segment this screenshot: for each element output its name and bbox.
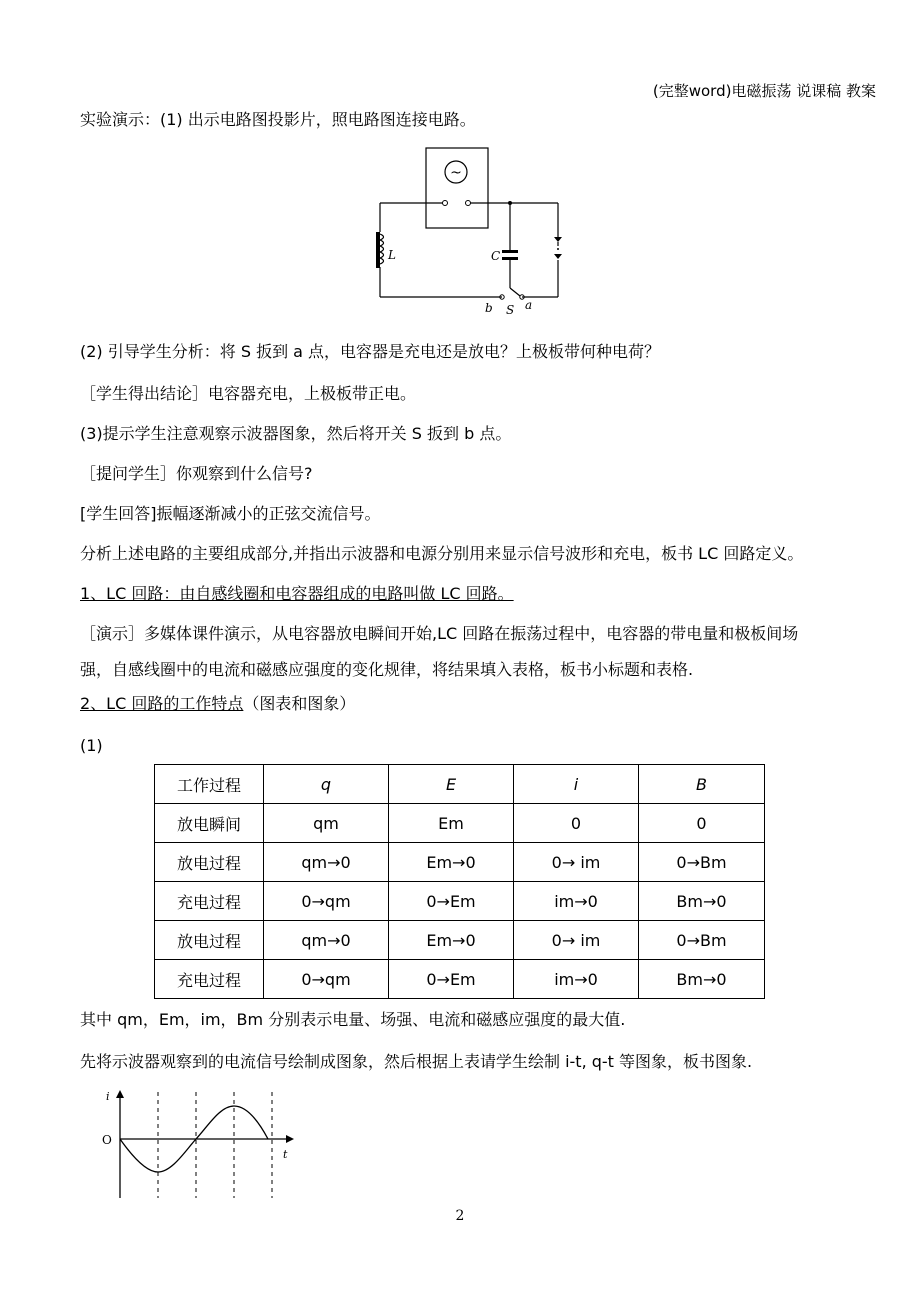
- table-header-cell: E: [389, 765, 514, 804]
- paragraph-definitions: 其中 qm，Em，im，Bm 分别表示电量、场强、电流和磁感应强度的最大值.: [80, 1010, 626, 1029]
- paragraph-question: ［提问学生］你观察到什么信号?: [80, 464, 313, 483]
- table-header-cell: q: [264, 765, 389, 804]
- table-row: [155, 960, 765, 999]
- table-cell: Em→0: [389, 843, 514, 882]
- heading-lc-features-main: 2、LC 回路的工作特点: [80, 694, 244, 713]
- paragraph-graph-instruction: 先将示波器观察到的电流信号绘制成图象，然后根据上表请学生绘制 i-t, q-t 等图象，板书图象.: [80, 1052, 753, 1071]
- table-cell: 0→ im: [514, 921, 639, 960]
- heading-lc-features-note: （图表和图象）: [243, 694, 356, 713]
- heading-lc-definition: 1、LC 回路：由自感线圈和电容器组成的电路叫做 LC 回路。: [80, 584, 514, 603]
- table-cell: im→0: [514, 960, 639, 999]
- paragraph-guide: (2) 引导学生分析：将 S 扳到 a 点，电容器是充电还是放电？上极板带何种电荷？: [80, 342, 661, 361]
- table-header-row: [155, 765, 765, 804]
- lc-table: [154, 764, 765, 999]
- table-header-cell: B: [639, 765, 765, 804]
- paragraph-demo-line1: ［演示］多媒体课件演示，从电容器放电瞬间开始,LC 回路在振荡过程中，电容器的带电量和极板间场: [80, 624, 799, 643]
- i-t-graph: [100, 1086, 300, 1204]
- table-cell: 放电瞬间: [155, 804, 264, 843]
- table-cell: 0→qm: [264, 882, 389, 921]
- table-header-cell: 工作过程: [155, 765, 264, 804]
- table-header-cell: i: [514, 765, 639, 804]
- paragraph-experiment: 实验演示：(1) 出示电路图投影片，照电路图连接电路。: [80, 110, 476, 129]
- table-cell: 0→ im: [514, 843, 639, 882]
- lc-circuit-diagram: [370, 142, 570, 322]
- table-cell: 0→Bm: [639, 843, 765, 882]
- table-cell: 0: [639, 804, 765, 843]
- page-number: 2: [455, 1208, 465, 1224]
- table-row: [155, 882, 765, 921]
- capacitor-label: C: [491, 249, 501, 263]
- oscilloscope-box: [426, 148, 488, 228]
- capacitor-plate-bottom: [502, 257, 518, 260]
- heading-lc-features: [80, 694, 355, 714]
- table-cell: 0: [514, 804, 639, 843]
- inductor-coil: [380, 234, 384, 264]
- terminal-left: [443, 201, 448, 206]
- table-cell: Bm→0: [639, 960, 765, 999]
- table-cell: Em: [389, 804, 514, 843]
- inductor-core: [376, 232, 380, 268]
- paragraph-analysis: 分析上述电路的主要组成部分,并指出示波器和电源分别用来显示信号波形和充电，板书 LC 回路定义。: [80, 544, 804, 563]
- table-cell: Bm→0: [639, 882, 765, 921]
- table-cell: Em→0: [389, 921, 514, 960]
- switch-a-label: a: [525, 298, 533, 312]
- table-cell: 放电过程: [155, 921, 264, 960]
- page-header: (完整word)电磁振荡 说课稿 教案: [652, 82, 876, 100]
- table-row: [155, 921, 765, 960]
- inductor-label: L: [388, 248, 396, 262]
- paragraph-answer: [学生回答]振幅逐渐减小的正弦交流信号。: [80, 504, 381, 523]
- x-axis-label: t: [283, 1148, 288, 1161]
- paragraph-conclusion: ［学生得出结论］电容器充电，上极板带正电。: [80, 384, 417, 403]
- table-cell: qm: [264, 804, 389, 843]
- paragraph-demo-line2: 强，自感线圈中的电流和磁感应强度的变化规律，将结果填入表格，板书小标题和表格.: [80, 660, 694, 679]
- table-cell: 0→Em: [389, 882, 514, 921]
- table-cell: qm→0: [264, 921, 389, 960]
- switch-b-label: b: [485, 301, 493, 315]
- oscilloscope-symbol: ~: [450, 165, 462, 181]
- terminal-right: [466, 201, 471, 206]
- table-cell: 0→qm: [264, 960, 389, 999]
- table-row: [155, 804, 765, 843]
- table-cell: 充电过程: [155, 960, 264, 999]
- capacitor-plate-top: [502, 250, 518, 253]
- table-cell: 充电过程: [155, 882, 264, 921]
- paragraph-item-1: (1): [80, 736, 103, 755]
- origin-label: O: [102, 1133, 112, 1147]
- switch-blade: [510, 288, 520, 296]
- switch-s-label: S: [506, 303, 515, 317]
- y-axis-label: i: [106, 1090, 110, 1103]
- table-cell: 0→Em: [389, 960, 514, 999]
- table-cell: 放电过程: [155, 843, 264, 882]
- table-row: [155, 843, 765, 882]
- paragraph-hint: (3)提示学生注意观察示波器图象，然后将开关 S 扳到 b 点。: [80, 424, 512, 443]
- table-cell: qm→0: [264, 843, 389, 882]
- table-cell: 0→Bm: [639, 921, 765, 960]
- table-cell: im→0: [514, 882, 639, 921]
